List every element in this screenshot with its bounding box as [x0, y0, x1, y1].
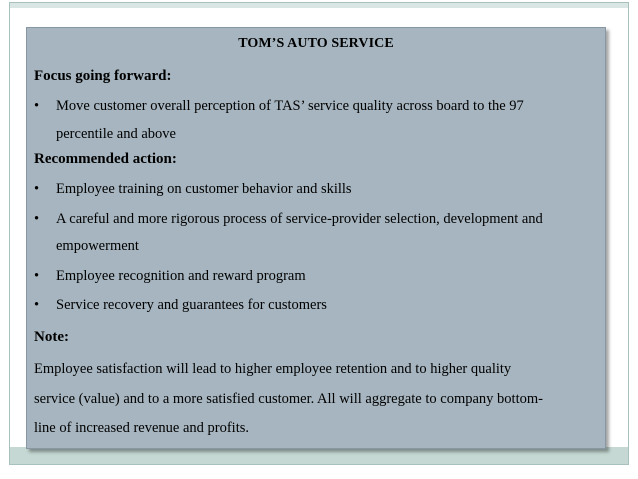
bullet-marker: • — [34, 297, 40, 313]
frame-top-band — [10, 3, 628, 8]
recommended-heading: Recommended action: — [34, 151, 177, 167]
list-item-text-continued: percentile and above — [56, 126, 176, 142]
note-line: Employee satisfaction will lead to higher employee retention and to higher quality — [34, 361, 512, 377]
list-item-text: Employee training on customer behavior and skills — [56, 181, 352, 197]
bullet-marker: • — [34, 211, 40, 227]
list-item-text: Move customer overall perception of TAS’ service quality across board to the 97 — [56, 98, 524, 114]
bullet-marker: • — [34, 181, 40, 197]
slide-title: TOM’S AUTO SERVICE — [238, 36, 394, 51]
list-item-text-continued: empowerment — [56, 238, 139, 254]
list-item-text: A careful and more rigorous process of service-provider selection, development and — [56, 211, 543, 227]
focus-heading: Focus going forward: — [34, 68, 172, 84]
bullet-marker: • — [34, 268, 40, 284]
list-item-text: Service recovery and guarantees for customers — [56, 297, 327, 313]
note-line: line of increased revenue and profits. — [34, 420, 249, 436]
frame-bottom-band — [10, 447, 628, 464]
content-box — [26, 27, 606, 449]
note-line: service (value) and to a more satisfied customer. All will aggregate to company bottom- — [34, 391, 543, 407]
bullet-marker: • — [34, 98, 40, 114]
note-heading: Note: — [34, 329, 69, 345]
list-item-text: Employee recognition and reward program — [56, 268, 306, 284]
